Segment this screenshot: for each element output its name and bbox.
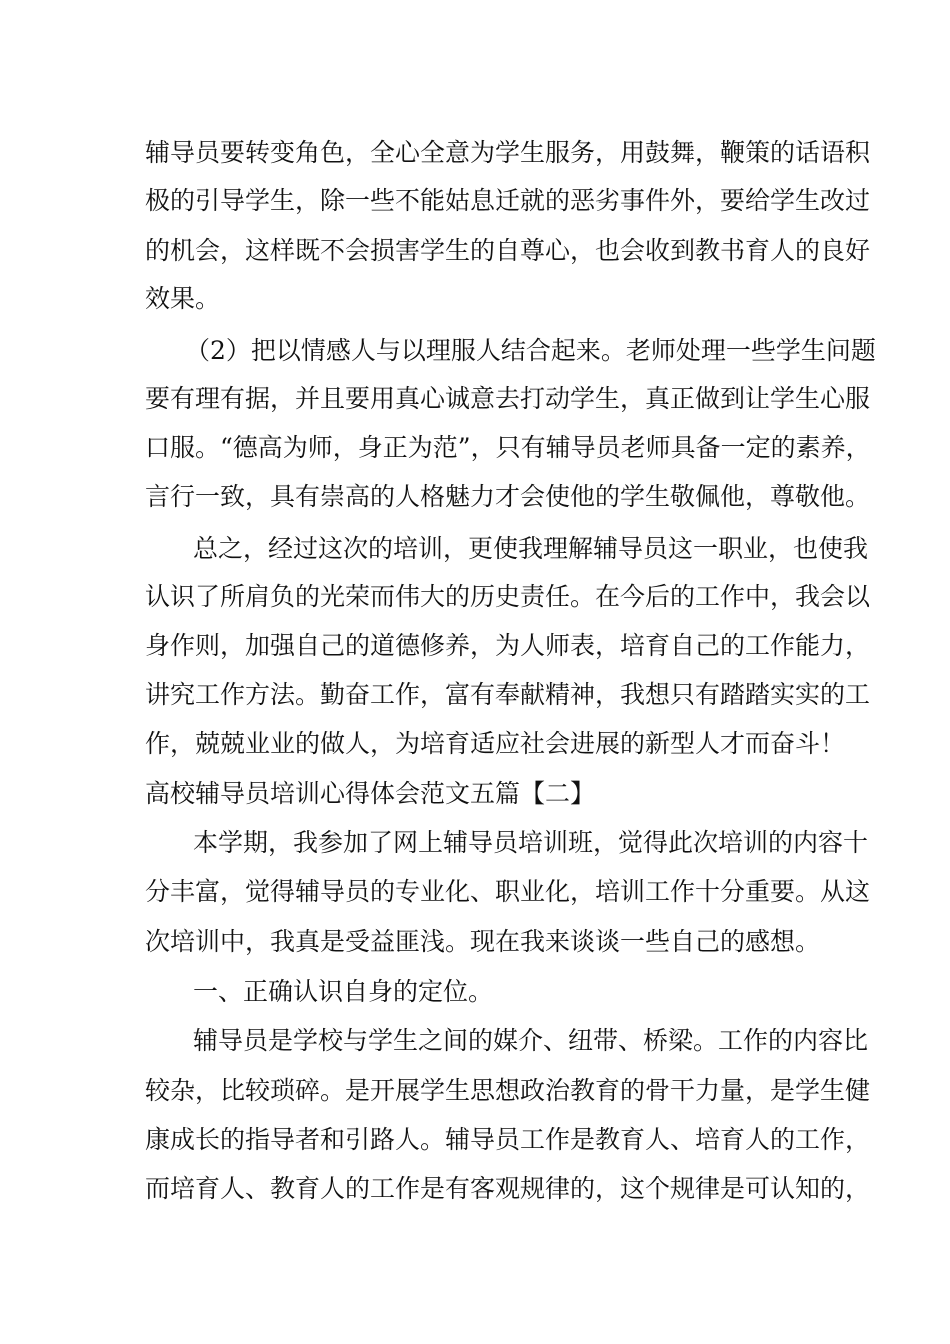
paragraph-line-12: 讲究工作方法。勤奋工作，富有奉献精神，我想只有踏踏实实的工: [145, 680, 871, 709]
paragraph-line-4: 效果。: [145, 284, 221, 313]
paragraph-line-2: 极的引导学生，除一些不能姑息迁就的恶劣事件外，要给学生改过: [145, 186, 871, 215]
paragraph-line-1: 辅导员要转变角色，全心全意为学生服务，用鼓舞，鞭策的话语积: [145, 138, 871, 167]
paragraph-line-22: 而培育人、教育人的工作是有客观规律的，这个规律是可认知的，: [145, 1174, 871, 1203]
paragraph-line-11: 身作则，加强自己的道德修养，为人师表，培育自己的工作能力，: [145, 631, 871, 660]
paragraph-line-20: 较杂，比较琐碎。是开展学生思想政治教育的骨干力量，是学生健: [145, 1076, 871, 1105]
paragraph-line-7: 口服。“德高为师，身正为范”，只有辅导员老师具备一定的素养，: [145, 433, 871, 462]
paragraph-line-9: 总之，经过这次的培训，更使我理解辅导员这一职业，也使我: [193, 534, 869, 563]
paragraph-line-16: 分丰富，觉得辅导员的专业化、职业化，培训工作十分重要。从这: [145, 877, 871, 906]
paragraph-line-13: 作，兢兢业业的做人，为培育适应社会进展的新型人才而奋斗！: [145, 729, 846, 758]
paragraph-line-19: 辅导员是学校与学生之间的媒介、纽带、桥梁。工作的内容比: [193, 1026, 869, 1055]
paragraph-line-8: 言行一致，具有崇高的人格魅力才会使他的学生敬佩他，尊敬他。: [145, 482, 871, 511]
subheading-line: 一、正确认识自身的定位。: [193, 977, 494, 1006]
paragraph-line-15: 本学期，我参加了网上辅导员培训班，觉得此次培训的内容十: [193, 828, 869, 857]
paragraph-line-17: 次培训中，我真是受益匪浅。现在我来谈谈一些自己的感想。: [145, 927, 821, 956]
paragraph-line-3: 的机会，这样既不会损害学生的自尊心，也会收到教书育人的良好: [145, 236, 871, 265]
paragraph-line-5: （2）把以情感人与以理服人结合起来。老师处理一些学生问题: [185, 336, 876, 365]
paragraph-line-6: 要有理有据，并且要用真心诚意去打动学生，真正做到让学生心服: [145, 384, 871, 413]
paragraph-line-21: 康成长的指导者和引路人。辅导员工作是教育人、培育人的工作，: [145, 1125, 871, 1154]
paragraph-line-10: 认识了所肩负的光荣而伟大的历史责任。在今后的工作中，我会以: [145, 582, 871, 611]
section-heading: 高校辅导员培训心得体会范文五篇【二】: [145, 779, 596, 808]
